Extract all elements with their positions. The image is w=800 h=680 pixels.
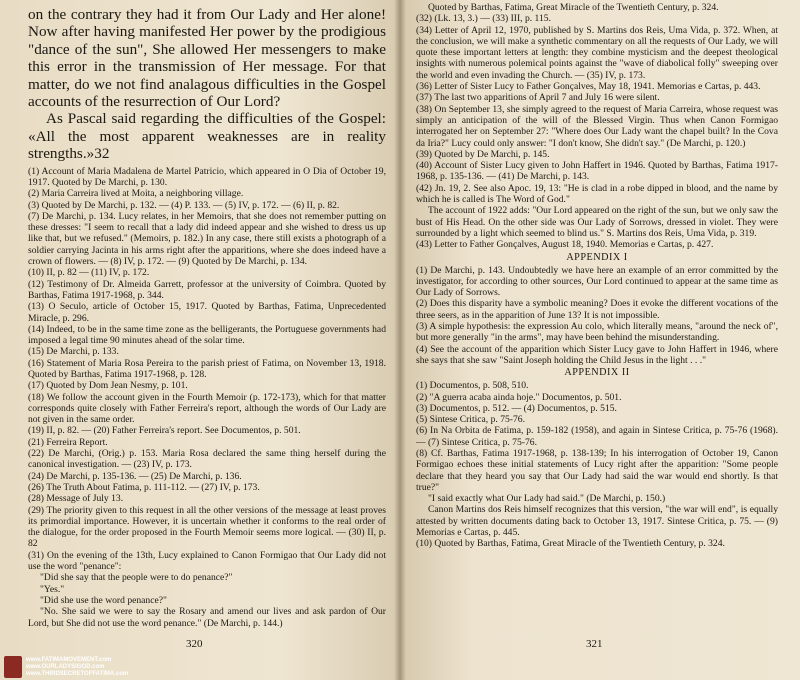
footnote: Canon Martins dos Reis himself recognizes that this version, "the war will end", is equally attested by written documents dating back to October 13, 1917. Sintese Critica, p. 75. — (9) Memorias e Cartas, p. 445. bbox=[416, 504, 778, 539]
footnote: (10) II, p. 82 — (11) IV, p. 172. bbox=[28, 267, 150, 279]
footnote: (1) Account of Maria Madalena de Martel Patricio, which appeared in O Dia of October 19, 1917. Quoted by De Marchi, p. 130. bbox=[28, 165, 386, 188]
footnote: (43) Letter to Father Gonçalves, August 18, 1940. Memorias e Cartas, p. 427. bbox=[416, 239, 714, 251]
footnote: (22) De Marchi, (Orig.) p. 153. Maria Rosa declared the same thing herself during the canonical investigation. — (23) IV, p. 173. bbox=[28, 448, 386, 471]
footnote: (19) II, p. 82. — (20) Father Ferreira's report. See Documentos, p. 501. bbox=[28, 425, 301, 437]
footnote: Quoted by Barthas, Fatima, Great Miracle of the Twentieth Century, p. 324. bbox=[428, 2, 719, 13]
footnote: (32) (Lk. 13, 3.) — (33) III, p. 115. bbox=[416, 13, 551, 25]
footnote: (16) Statement of Maria Rosa Pereira to the parish priest of Fatima, on November 13, 1918. Quoted by Barthas, Fatima 1917-1968, p. 128. bbox=[28, 357, 386, 380]
fatima-logo-icon bbox=[4, 656, 22, 678]
right-footnotes-b bbox=[416, 265, 778, 367]
footnote: (6) In Na Orbita de Fatima, p. 159-182 (1958), and again in Sintese Critica, p. 75-76 (1968). — (7) Sintese Critica, p. 75-76. bbox=[416, 425, 778, 448]
footnote: (3) Quoted by De Marchi, p. 132. — (4) P. 133. — (5) IV, p. 172. — (6) II, p. 82. bbox=[28, 199, 340, 211]
footnote: The account of 1922 adds: "Our Lord appeared on the right of the sun, but we only saw the bust of His Head. On the other side was Our Lady of Sorrows, dressed in violet. They were surrounded by a light which seemed to blind us." S. Martins dos Reis, Uma Vida, p. 319. bbox=[416, 205, 778, 239]
book-gutter bbox=[394, 0, 406, 680]
footnote: (2) Maria Carreira lived at Moita, a neighboring village. bbox=[28, 188, 244, 200]
right-footnotes-c bbox=[416, 380, 778, 549]
watermark-url: www.FATIMAMOVEMENT.com bbox=[26, 656, 112, 663]
footnote: "No. She said we were to say the Rosary and amend our lives and ask pardon of Our Lord, but She did not use the word penance." (De Marchi, p. 144.) bbox=[28, 606, 386, 629]
lead-paragraph: on the contrary they had it from Our Lady and Her alone! Now after having manifested Her power by the prodigious "dance of the sun", She allowed Her messengers to make this error in the transmission of Her message. For that matter, do we not find analagous difficulties in the Gospel accounts of the resurrection of Our Lord? bbox=[28, 6, 386, 111]
footnote: (36) Letter of Sister Lucy to Father Gonçalves, May 18, 1941. Memorias e Cartas, p. 443. bbox=[416, 81, 761, 93]
watermark-url: www.THIRDSECRETOFFATIMA.com bbox=[26, 670, 129, 677]
footnote: (26) The Truth About Fatima, p. 111-112. — (27) IV, p. 173. bbox=[28, 481, 260, 493]
footnote: (14) Indeed, to be in the same time zone as the belligerants, the Portuguese governments had imposed a legal time 90 minutes ahead of the solar time. bbox=[28, 323, 386, 347]
footnote: (29) The priority given to this request in all the other versions of the message at least proves its primordial importance. However, it is uncertain whether it conforms to the real order of the dialogue, for the order proposed in the Fourth Memoir seems more logical. — (30) II, p. 82 bbox=[28, 504, 386, 550]
footnote: (1) De Marchi, p. 143. Undoubtedly we have here an example of an error committed by the investigator, for according to other sources, Our Lord continued to appear at the same time as Our Lady of Sorrows. bbox=[416, 264, 778, 299]
footnote: (39) Quoted by De Marchi, p. 145. bbox=[416, 148, 550, 160]
right-page bbox=[400, 0, 800, 680]
footnote: (24) De Marchi, p. 135-136. — (25) De Marchi, p. 136. bbox=[28, 470, 242, 482]
footnote: (34) Letter of April 12, 1970, published by S. Martins dos Reis, Uma Vida, p. 372. When, at the conclusion, we will make a synthetic commentary on all the requests of Our Lady, we will quote these important letters at length: they combine mysticism and the deepest theological insights with numerous polemical points against the "wave of diabolical folly" sweeping over the world and even invading the Church. — (35) IV, p. 173. bbox=[416, 24, 778, 81]
footnote: (18) We follow the account given in the Fourth Memoir (p. 172-173), which for that matter corresponds quite closely with Father Ferreira's report, although the words of Our Lady are not given in the same order. bbox=[28, 391, 386, 426]
left-lead-text bbox=[28, 6, 386, 163]
footnote: (21) Ferreira Report. bbox=[28, 436, 108, 448]
footnote: (5) Sintese Critica, p. 75-76. bbox=[416, 414, 525, 426]
right-footnotes-a bbox=[416, 2, 778, 251]
page-number: 321 bbox=[586, 638, 603, 650]
footnote: (3) Documentos, p. 512. — (4) Documentos, p. 515. bbox=[416, 402, 617, 414]
footnote: (2) "A guerra acaba ainda hoje." Documentos, p. 501. bbox=[416, 391, 622, 403]
footnote: (37) The last two apparitions of April 7 and July 16 were silent. bbox=[416, 92, 660, 104]
footnote: "Did she use the word penance?" bbox=[40, 594, 167, 606]
footnote: "I said exactly what Our Lady had said." (De Marchi, p. 150.) bbox=[428, 493, 666, 505]
appendix-2-heading: APPENDIX II bbox=[564, 367, 630, 379]
footnote: (8) Cf. Barthas, Fatima 1917-1968, p. 138-139; In his interrogation of October 19, Canon Formigao echoes these initial statements of Lucy right after the apparition: "Some people declare that they heard you say that Our Lady had said the war would end shortly. Is that true?" bbox=[416, 447, 778, 493]
footnote: (12) Testimony of Dr. Almeida Garrett, professor at the university of Coimbra. Quoted by Barthas, Fatima 1917-1968, p. 344. bbox=[28, 278, 386, 301]
footnote: (3) A simple hypothesis: the expression Au colo, which literally means, "around the neck of", but more generally "in the arms", may have been behind the misunderstanding. bbox=[416, 321, 778, 344]
footnote: (15) De Marchi, p. 133. bbox=[28, 346, 119, 358]
footnote: (42) Jn. 19, 2. See also Apoc. 19, 13: "He is clad in a robe dipped in blood, and the name by which he is called is The Word of God." bbox=[416, 182, 778, 206]
footnote: (1) Documentos, p. 508, 510. bbox=[416, 380, 529, 392]
watermark bbox=[4, 656, 128, 678]
footnote: (2) Does this disparity have a symbolic meaning? Does it evoke the different vocations of the three seers, as in the apparition of June 13? It is not impossible. bbox=[416, 298, 778, 321]
footnote: (40) Account of Sister Lucy given to John Haffert in 1946. Quoted by Barthas, Fatima 1917-1968, p. 135-136. — (41) De Marchi, p. 143. bbox=[416, 160, 778, 183]
footnote: "Yes." bbox=[40, 583, 65, 595]
footnote: (17) Quoted by Dom Jean Nesmy, p. 101. bbox=[28, 380, 188, 392]
lead-paragraph: As Pascal said regarding the difficulties of the Gospel: «All the most apparent weaknesses are in reality strengths.»32 bbox=[28, 110, 386, 163]
footnote: (13) O Seculo, article of October 15, 1917. Quoted by Barthas, Fatima, Unprecedented Miracle, p. 296. bbox=[28, 301, 386, 324]
watermark-url: www.OURLADYSIGOD.com bbox=[26, 663, 105, 670]
footnote: (28) Message of July 13. bbox=[28, 493, 124, 505]
appendix-1-heading: APPENDIX I bbox=[566, 251, 628, 263]
footnote: (10) Quoted by Barthas, Fatima, Great Miracle of the Twentieth Century, p. 324. bbox=[416, 538, 725, 550]
footnote: (4) See the account of the apparition which Sister Lucy gave to John Haffert in 1946, where she says that she saw "Saint Joseph holding the Child Jesus in the light . . ." bbox=[416, 343, 778, 366]
watermark-urls bbox=[26, 657, 128, 678]
footnote: (7) De Marchi, p. 134. Lucy relates, in her Memoirs, that she does not remember putting on these dresses: "I seem to recall that a lady did indeed appear and she wished to dress us up like that, but we refused." (Memoirs, p. 182.) In any case, there still exists a photograph of a soldier carrying Jacinta in his arms right after the apparitions, where she does indeed have a crown of flowers. — (8) IV, p. 172. — (9) Quoted by De Marchi, p. 134. bbox=[28, 210, 386, 268]
page-number: 320 bbox=[186, 638, 203, 650]
footnote: "Did she say that the people were to do penance?" bbox=[40, 572, 233, 584]
left-footnotes bbox=[28, 166, 386, 629]
footnote: (38) On September 13, she simply agreed to the request of Maria Carreira, whose request was simply an anticipation of the will of the Blessed Virgin. Thus when Canon Formigao interrogated her on September 27: "Where does Our Lady want the chapel built? In the Cova da Iria?" Lucy could only answer: "I don't know, She didn't say." (De Marchi, p. 120.) bbox=[416, 103, 778, 149]
footnote: (31) On the evening of the 13th, Lucy explained to Canon Formigao that Our Lady did not use the word "penance": bbox=[28, 549, 386, 573]
